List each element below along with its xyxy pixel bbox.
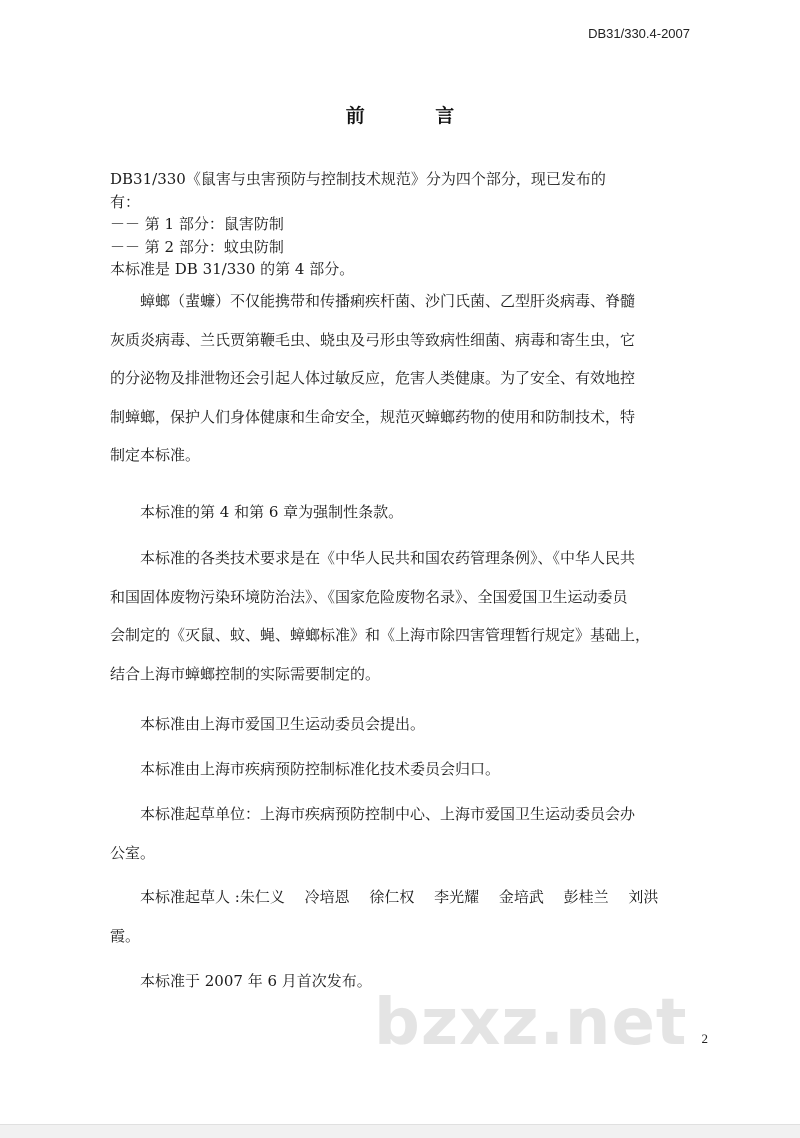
page-number: 2	[701, 1031, 708, 1046]
paragraph-line: 本标准由上海市疾病预防控制标准化技术委员会归口。	[140, 760, 501, 778]
intro-line: －－ 第 1 部分：鼠害防制	[110, 215, 284, 233]
paragraph-line: 霞。	[110, 926, 141, 945]
intro-block	[110, 168, 690, 281]
intro-line: 本标准是 DB 31/330 的第 4 部分。	[110, 260, 355, 278]
paragraph-proposed-by	[110, 705, 690, 744]
paragraph-line: 制定本标准。	[110, 446, 201, 464]
paragraph-line: 和国固体废物污染环境防治法》、《国家危险废物名录》、全国爱国卫生运动委员	[110, 587, 628, 606]
paragraph-line: 本标准起草人 :朱仁义 冷培恩 徐仁权 李光耀 金培武 彭桂兰 刘洪	[140, 888, 659, 906]
paragraph-line: 本标准于 2007 年 6 月首次发布。	[140, 972, 372, 990]
paragraph-cockroach-hazard	[110, 282, 690, 475]
paragraph-line: 本标准起草单位：上海市疾病预防控制中心、上海市爱国卫生运动委员会办	[140, 805, 636, 823]
document-code: DB31/330.4-2007	[588, 26, 690, 41]
viewer-bottom-bar	[0, 1124, 800, 1138]
intro-line: 有：	[110, 192, 141, 211]
paragraph-drafting-units	[110, 795, 690, 872]
paragraph-line: 会制定的《灭鼠、蚊、蝇、蟑螂标准》和《上海市除四害管理暂行规定》基础上，	[110, 626, 651, 644]
paragraph-line: 公室。	[110, 843, 156, 862]
paragraph-line: 制蟑螂，保护人们身体健康和生命安全，规范灭蟑螂药物的使用和防制技术，特	[110, 407, 636, 426]
page-title: 前 言	[345, 105, 487, 127]
paragraph-centralized-by	[110, 750, 690, 789]
watermark: bzxz.net	[374, 986, 688, 1060]
paragraph-line: 的分泌物及排泄物还会引起人体过敏反应，危害人类健康。为了安全、有效地控	[110, 369, 636, 387]
paragraph-line: 蟑螂（蜚蠊）不仅能携带和传播痢疾杆菌、沙门氏菌、乙型肝炎病毒、脊髓	[140, 292, 636, 310]
paragraph-line: 本标准的各类技术要求是在《中华人民共和国农药管理条例》、《中华人民共	[140, 549, 636, 567]
paragraph-line: 结合上海市蟑螂控制的实际需要制定的。	[110, 664, 381, 683]
paragraph-basis	[110, 539, 690, 693]
paragraph-line: 本标准由上海市爱国卫生运动委员会提出。	[140, 715, 426, 733]
paragraph-mandatory-clauses	[110, 493, 690, 532]
paragraph-drafters	[110, 878, 690, 955]
intro-line: －－ 第 2 部分：蚊虫防制	[110, 237, 284, 256]
paragraph-line: 本标准的第 4 和第 6 章为强制性条款。	[140, 503, 404, 521]
intro-line: DB31/330《鼠害与虫害预防与控制技术规范》分为四个部分，现已发布的	[110, 170, 606, 188]
paragraph-line: 灰质炎病毒、兰氏贾第鞭毛虫、蛲虫及弓形虫等致病性细菌、病毒和寄生虫，它	[110, 330, 636, 349]
